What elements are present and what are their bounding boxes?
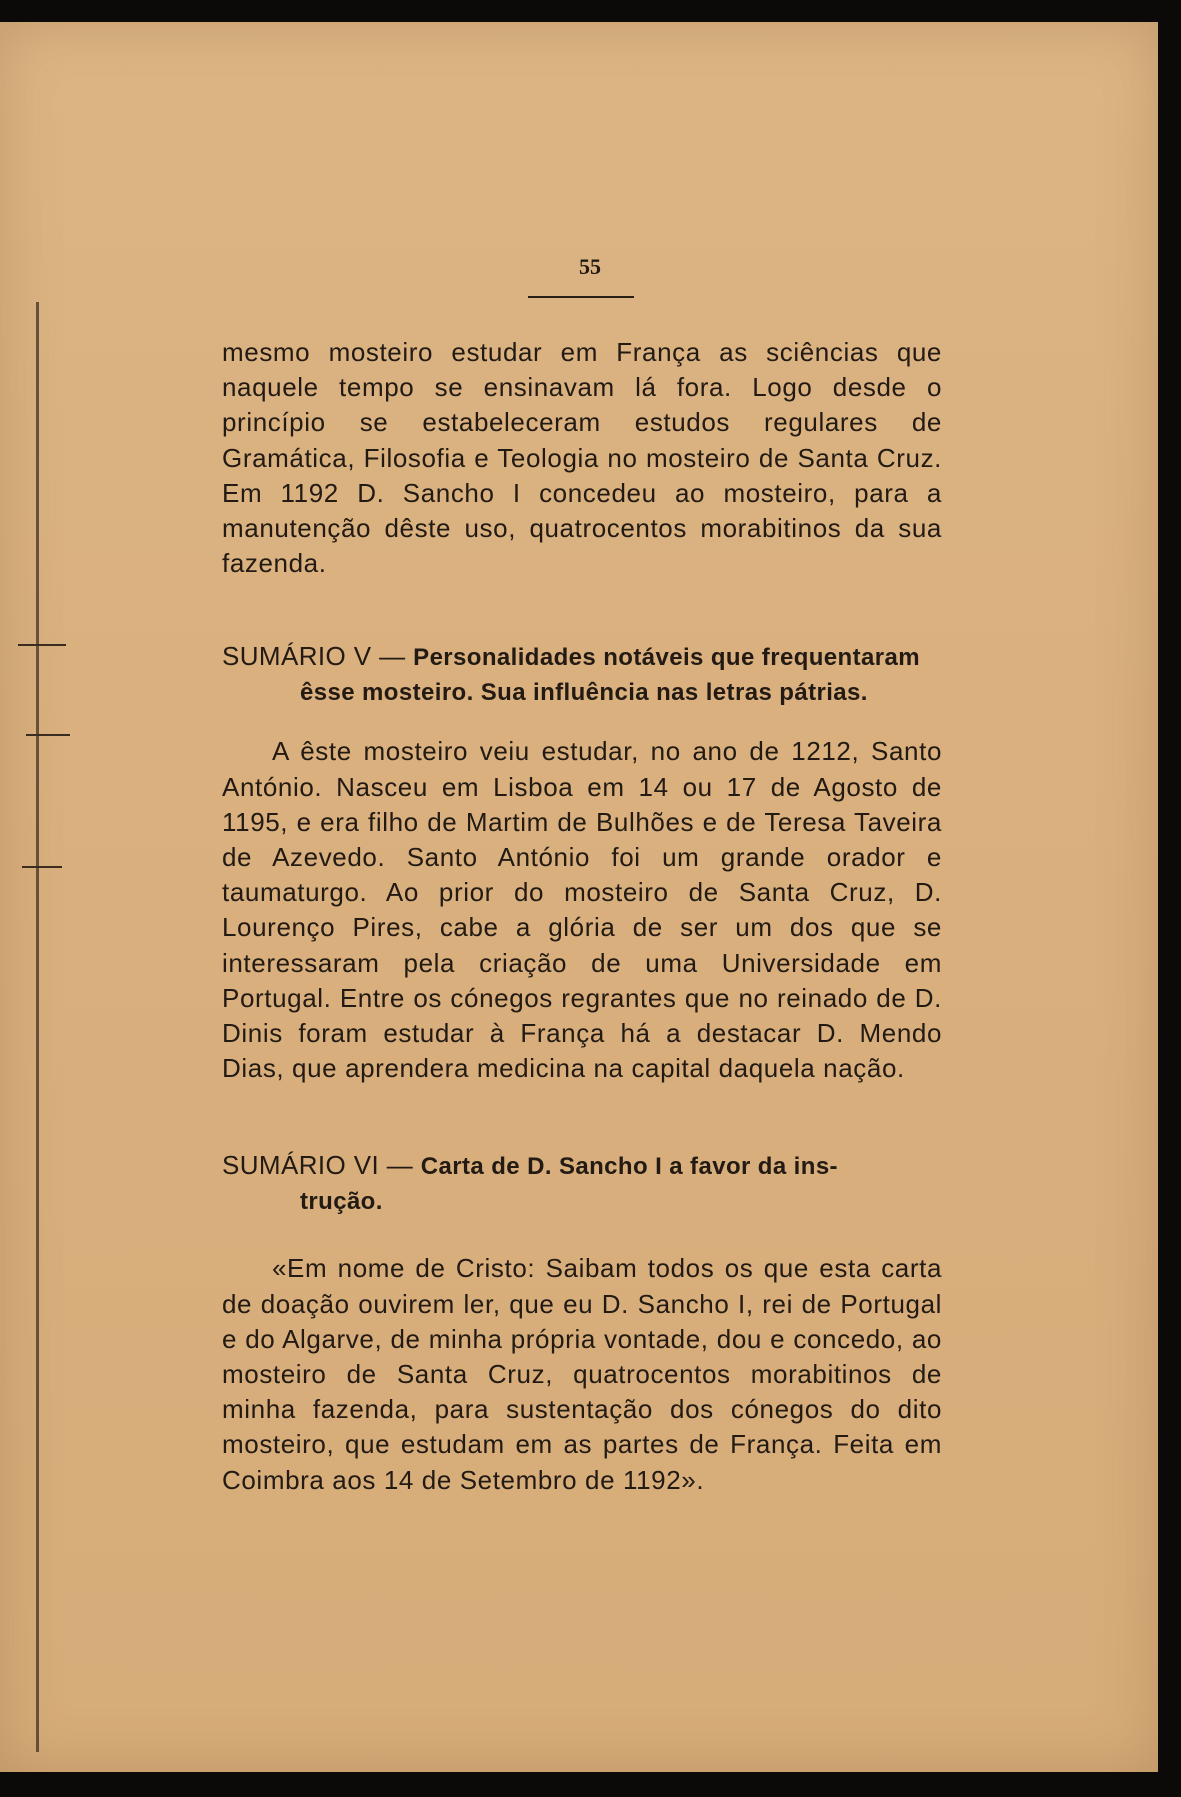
page-number-rule <box>528 296 634 298</box>
binding-mark <box>18 644 66 646</box>
paragraph-carta: «Em nome de Cristo: Saibam todos os que esta carta de doação ouvirem ler, que eu D. Sancho I, rei de Portugal e do Algarve, de minha própria vontade, dou e concedo, ao mosteiro de Santa Cruz, quatrocentos morabitinos de minha fazenda, para sustentação dos cónegos do dito mosteiro, que estudam em as partes de França. Feita em Coimbra aos 14 de Setembro de 1192». <box>222 1253 942 1495</box>
summary-vi-title: Carta de D. Sancho I a favor da ins- <box>420 1153 838 1181</box>
summary-vi-heading <box>222 1148 942 1219</box>
binding-mark <box>22 866 62 868</box>
binding-edge <box>36 302 39 1752</box>
summary-v-title-continuation: êsse mosteiro. Sua influência nas letras pátrias. <box>300 679 868 707</box>
summary-vi-label: SUMÁRIO VI — <box>222 1150 421 1181</box>
paragraph-santo-antonio: A êste mosteiro veiu estudar, no ano de 1212, Santo António. Nasceu em Lisboa em 14 ou 17 de Agosto de 1195, e era filho de Martim de Bulhões e de Teresa Taveira de Azevedo. Santo António foi um grande orador e taumaturgo. Ao prior do mosteiro de Santa Cruz, D. Lourenço Pires, cabe a glória de ser um dos que se interessaram pela criação de uma Universidade em Portugal. Entre os cónegos regrantes que no reinado de D. Dinis foram estudar à França há a destacar D. Mendo Dias, que aprendera medicina na capital daquela nação. <box>222 736 942 1084</box>
page-body <box>222 335 942 1498</box>
page-number: 55 <box>579 254 601 279</box>
summary-v-title: Personalidades notáveis que frequentaram <box>413 644 920 672</box>
summary-v-heading <box>222 639 942 710</box>
book-page <box>0 22 1158 1772</box>
summary-vi-title-continuation: trução. <box>300 1188 383 1216</box>
summary-v-label: SUMÁRIO V — <box>222 641 414 672</box>
paragraph-continuation: mesmo mosteiro estudar em França as sciências que naquele tempo se ensinavam lá fora. Logo desde o princípio se estabeleceram estudos regulares de Gramática, Filosofia e Teologia no mosteiro de Santa Cruz. Em 1192 D. Sancho I concedeu ao mosteiro, para a manutenção dêste uso, quatrocentos morabitinos da sua fazenda. <box>222 337 942 579</box>
binding-mark <box>26 734 70 736</box>
